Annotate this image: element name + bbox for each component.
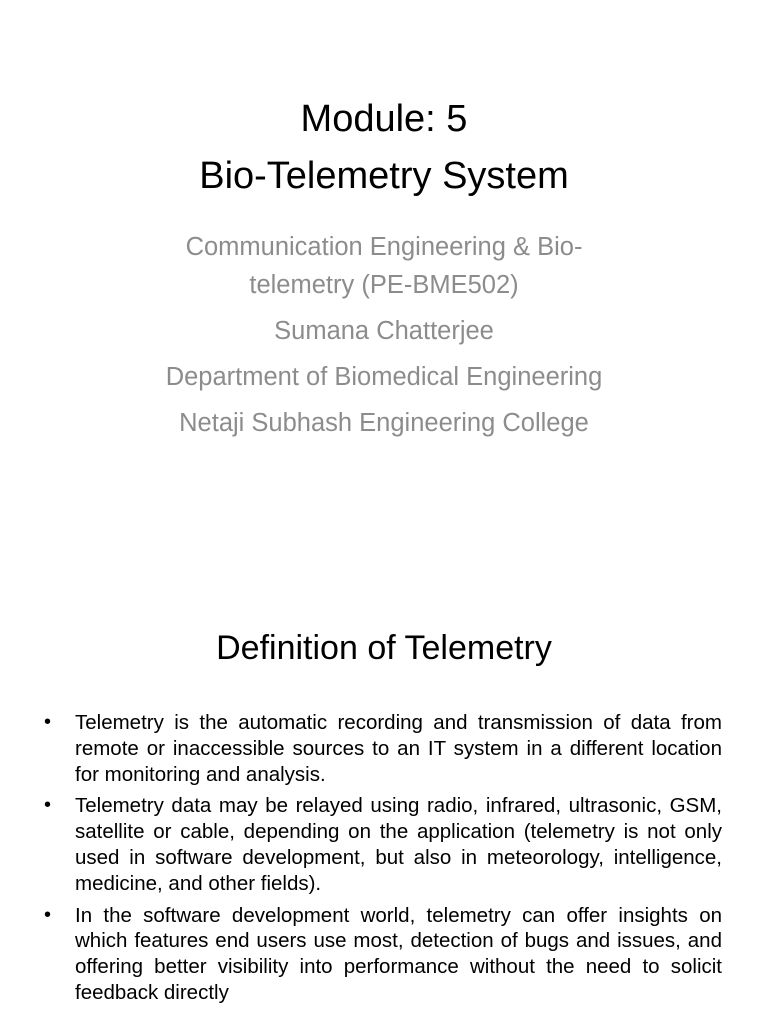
bullet-text: Telemetry is the automatic recording and transmission of data from remote or inaccessible sources to an IT system in a different location for monitoring and analysis.	[75, 711, 722, 786]
title-line-topic: Bio-Telemetry System	[199, 155, 569, 197]
bullet-icon: •	[44, 794, 52, 817]
slide-subtitle	[0, 228, 768, 442]
slide-title	[0, 91, 768, 205]
author-name: Sumana Chatterjee	[274, 317, 494, 345]
bullet-icon: •	[44, 903, 52, 926]
definition-title: Definition of Telemetry	[216, 629, 552, 667]
list-item	[44, 793, 722, 896]
definition-slide	[0, 576, 768, 1024]
bullet-list	[44, 710, 722, 1012]
course-name-line-1: Communication Engineering & Bio-	[185, 233, 583, 261]
college-name: Netaji Subhash Engineering College	[179, 409, 589, 437]
title-line-module: Module: 5	[300, 98, 468, 140]
course-name-line-2: telemetry (PE-BME502)	[249, 271, 519, 299]
bullet-icon: •	[44, 711, 52, 733]
department-name: Department of Biomedical Engineering	[165, 363, 603, 391]
bullet-text: Telemetry data may be relayed using radio, infrared, ultrasonic, GSM, satellite or cable, depending on the application (telemetry is not only used in software development, but also in meteorology, intelligence, medicine, and other fields).	[75, 794, 722, 895]
list-item	[44, 710, 722, 787]
list-item	[44, 903, 722, 1006]
bullet-text: In the software development world, telemetry can offer insights on which features end users use most, detection of bugs and issues, and offering better visibility into performance without the need to solicit feedback directly	[75, 903, 722, 1004]
